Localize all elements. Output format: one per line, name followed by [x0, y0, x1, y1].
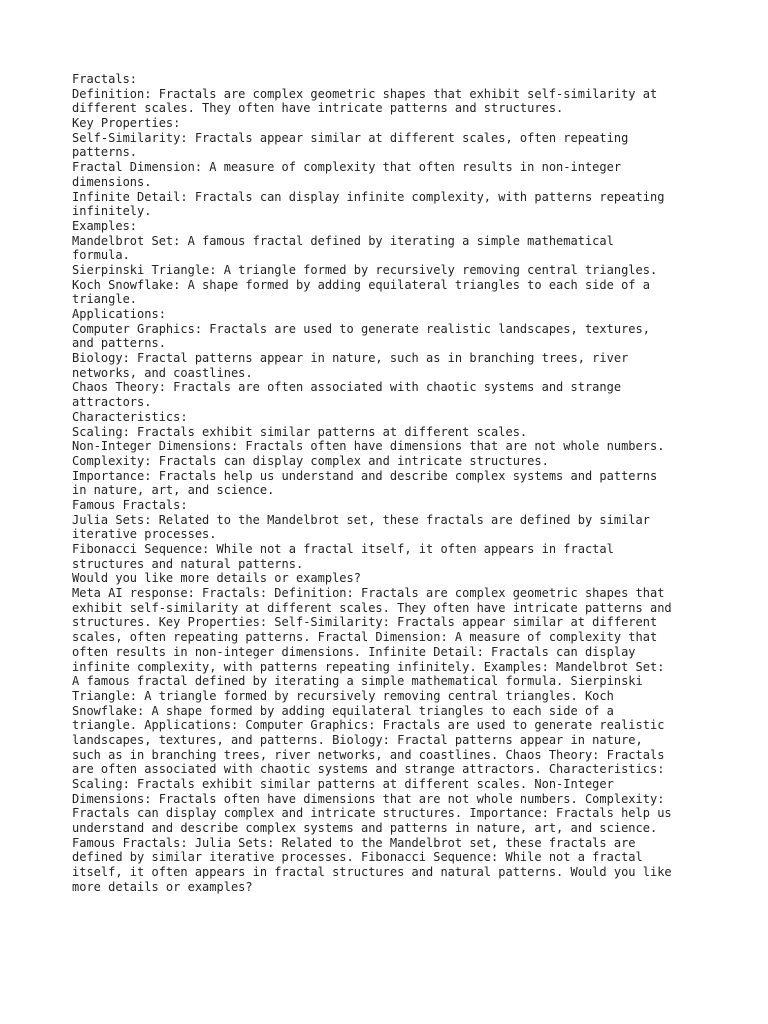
- text-line: triangle.: [72, 292, 138, 307]
- text-line: Computer Graphics: Fractals are used to generate realistic landscapes, textures,: [72, 321, 650, 336]
- text-line: infinitely.: [72, 204, 152, 219]
- text-line: triangle. Applications: Computer Graphics: Fractals are used to generate realistic: [72, 718, 665, 733]
- text-line: Julia Sets: Related to the Mandelbrot set, these fractals are defined by similar: [72, 512, 650, 527]
- text-line: Fractal Dimension: A measure of complexity that often results in non-integer: [72, 160, 622, 175]
- text-line: exhibit self-similarity at different scales. They often have intricate patterns and: [72, 600, 672, 615]
- text-line: understand and describe complex systems and patterns in nature, art, and science.: [72, 821, 658, 836]
- text-line: Non-Integer Dimensions: Fractals often have dimensions that are not whole numbers.: [72, 439, 665, 454]
- text-line: such as in branching trees, river networks, and coastlines. Chaos Theory: Fractals: [72, 747, 665, 762]
- text-line: Importance: Fractals help us understand and describe complex systems and patterns: [72, 468, 658, 483]
- text-line: different scales. They often have intricate patterns and structures.: [72, 101, 564, 116]
- text-line: structures. Key Properties: Self-Similarity: Fractals appear similar at different: [72, 615, 658, 630]
- document-text-body: [72, 72, 702, 895]
- text-line: Famous Fractals:: [72, 497, 188, 512]
- text-line: Scaling: Fractals exhibit similar patterns at different scales. Non-Integer: [72, 777, 614, 791]
- text-line: more details or examples?: [72, 879, 253, 894]
- text-line: landscapes, textures, and patterns. Biology: Fractal patterns appear in nature,: [72, 732, 643, 747]
- text-line: Key Properties:: [72, 116, 181, 131]
- text-line: Meta AI response: Fractals: Definition: Fractals are complex geometric shapes that: [72, 586, 665, 601]
- text-line: infinite complexity, with patterns repeating infinitely. Examples: Mandelbrot Set:: [72, 659, 665, 674]
- text-line: itself, it often appears in fractal structures and natural patterns. Would you like: [72, 865, 672, 880]
- text-line: often results in non-integer dimensions. Infinite Detail: Fractals can display: [72, 644, 636, 659]
- text-line: Scaling: Fractals exhibit similar patterns at different scales.: [72, 424, 528, 439]
- text-line: Would you like more details or examples?: [72, 571, 361, 586]
- text-line: Complexity: Fractals can display complex and intricate structures.: [72, 453, 549, 468]
- text-line: networks, and coastlines.: [72, 365, 253, 380]
- text-line: Infinite Detail: Fractals can display infinite complexity, with patterns repeating: [72, 189, 665, 204]
- text-line: Characteristics:: [72, 409, 188, 424]
- text-line: and patterns.: [72, 336, 166, 351]
- text-line: Definition: Fractals are complex geometric shapes that exhibit self-similarity at: [72, 86, 658, 101]
- text-line: Fractals:: [72, 72, 138, 86]
- text-line: scales, often repeating patterns. Fractal Dimension: A measure of complexity that: [72, 630, 658, 645]
- text-line: A famous fractal defined by iterating a simple mathematical formula. Sierpinski: [72, 674, 643, 689]
- text-line: defined by similar iterative processes. Fibonacci Sequence: While not a fractal: [72, 850, 643, 865]
- text-line: iterative processes.: [72, 527, 217, 542]
- text-line: Dimensions: Fractals often have dimensions that are not whole numbers. Complexity:: [72, 791, 665, 806]
- text-line: dimensions.: [72, 174, 152, 189]
- text-line: structures and natural patterns.: [72, 556, 304, 571]
- text-line: Self-Similarity: Fractals appear similar at different scales, often repeating: [72, 130, 629, 145]
- text-line: patterns.: [72, 145, 138, 160]
- text-line: Sierpinski Triangle: A triangle formed by recursively removing central triangles.: [72, 262, 658, 277]
- text-line: Mandelbrot Set: A famous fractal defined by iterating a simple mathematical: [72, 233, 614, 248]
- text-line: Triangle: A triangle formed by recursively removing central triangles. Koch: [72, 688, 614, 703]
- text-line: Fractals can display complex and intricate structures. Importance: Fractals help us: [72, 806, 672, 821]
- text-line: Applications:: [72, 307, 166, 321]
- text-line: Famous Fractals: Julia Sets: Related to the Mandelbrot set, these fractals are: [72, 835, 636, 850]
- text-line: Fibonacci Sequence: While not a fractal itself, it often appears in fractal: [72, 542, 614, 556]
- text-line: Chaos Theory: Fractals are often associated with chaotic systems and strange: [72, 380, 622, 395]
- text-line: in nature, art, and science.: [72, 483, 275, 498]
- text-line: Biology: Fractal patterns appear in nature, such as in branching trees, river: [72, 351, 629, 366]
- text-line: formula.: [72, 248, 130, 263]
- text-line: attractors.: [72, 395, 152, 410]
- text-line: Koch Snowflake: A shape formed by adding equilateral triangles to each side of a: [72, 277, 650, 292]
- text-line: are often associated with chaotic systems and strange attractors. Characteristics:: [72, 762, 665, 777]
- text-line: Examples:: [72, 218, 138, 233]
- text-line: Snowflake: A shape formed by adding equilateral triangles to each side of a: [72, 703, 614, 718]
